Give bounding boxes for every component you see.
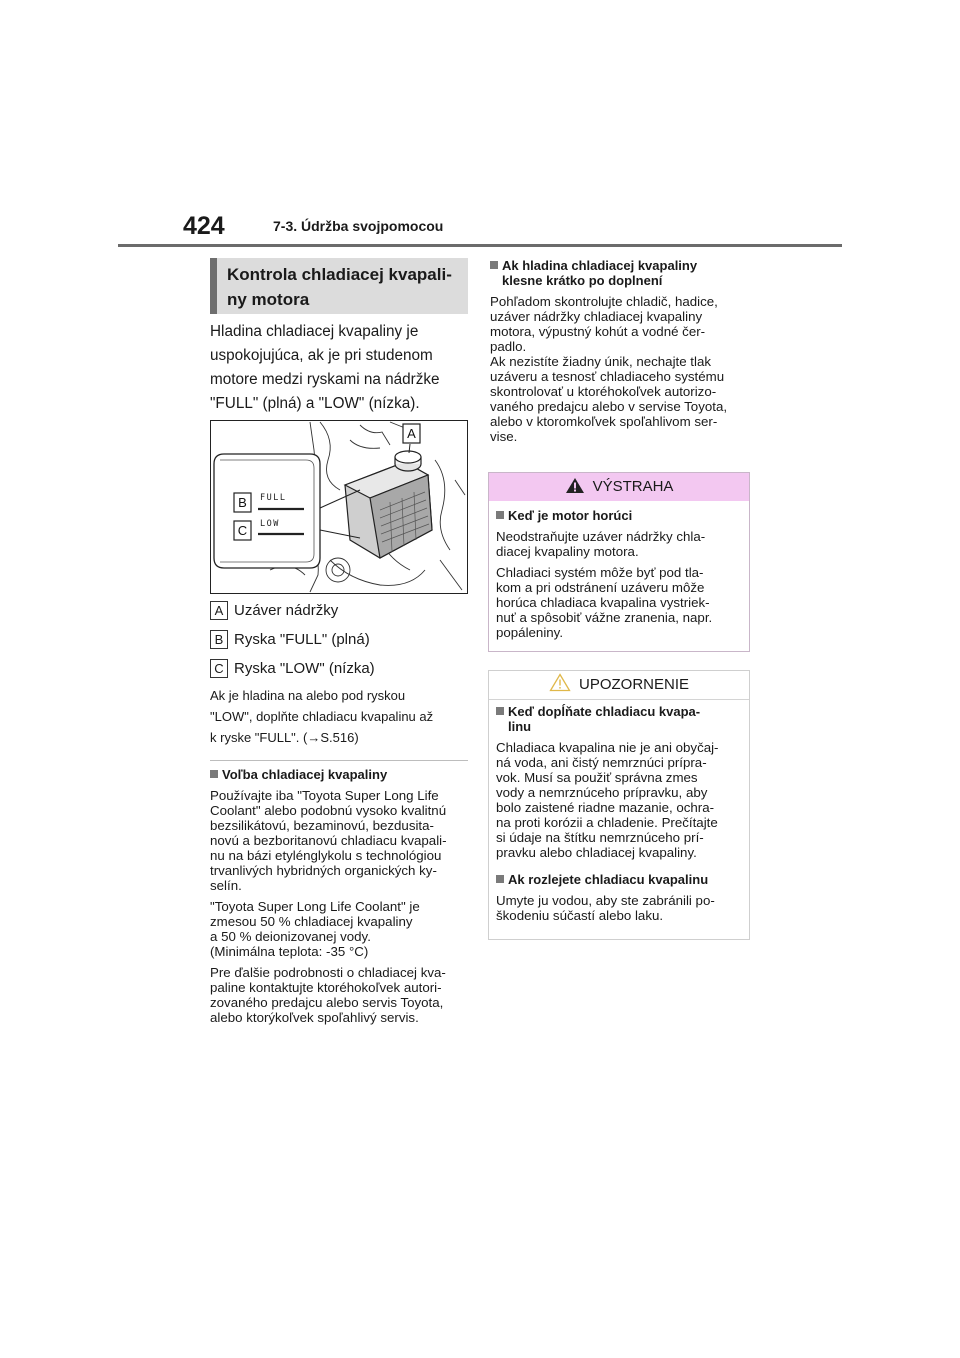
bullet-square-icon bbox=[496, 511, 504, 519]
low-text: LOW bbox=[260, 519, 280, 529]
section-heading-line-1: Kontrola chladiacej kvapali- bbox=[227, 265, 452, 284]
caution-title: UPOZORNENIE bbox=[578, 676, 689, 693]
warning-title-row bbox=[489, 473, 749, 501]
refill-note bbox=[210, 685, 472, 748]
note-line: "LOW", doplňte chladiacu kvapalinu až bbox=[210, 709, 434, 724]
bullet-square-icon bbox=[496, 707, 504, 715]
intro-line: motore medzi ryskami na nádržke bbox=[210, 371, 440, 388]
coolant-choice-para-3: Pre ďalšie podrobnosti o chladiacej kva- paline kontaktujte ktoréhokoľvek autori- zovaného predajcu alebo servis Toyota, alebo ktorýkoľvek spoľahlivý servis. bbox=[210, 965, 446, 1025]
warning-title: VÝSTRAHA bbox=[592, 478, 674, 495]
section-heading bbox=[210, 258, 468, 314]
warning-subtitle: Keď je motor horúci bbox=[496, 508, 746, 523]
caution-subtitle-2: Ak rozlejete chladiacu kvapalinu bbox=[496, 872, 746, 887]
warning-para-2: Chladiaci systém môže byť pod tla- kom a pri odstránení uzáveru môže horúca chladiaca kvapalina vystriek- nuť a spôsobiť vážne zranenia, napr. popáleniny. bbox=[496, 565, 713, 640]
full-text: FULL bbox=[260, 493, 287, 503]
legend-text: Ryska "LOW" (nízka) bbox=[234, 660, 375, 677]
bullet-square-icon bbox=[210, 770, 218, 778]
legend-text: Ryska "FULL" (plná) bbox=[234, 631, 370, 648]
caution-subtitle-1: Keď dopĺňate chladiacu kvapa- linu bbox=[496, 704, 746, 734]
legend-tag: B bbox=[210, 630, 228, 649]
bullet-square-icon bbox=[490, 261, 498, 269]
note-line: k ryske "FULL". (→S.516) bbox=[210, 730, 359, 745]
legend-item-a bbox=[210, 601, 472, 621]
section-title: 7-3. Údržba svojpomocou bbox=[273, 218, 444, 234]
intro-line: Hladina chladiacej kvapaliny je bbox=[210, 323, 419, 340]
note-line: Ak je hladina na alebo pod ryskou bbox=[210, 688, 406, 703]
warning-content bbox=[496, 508, 746, 640]
level-drop-title: Ak hladina chladiacej kvapaliny klesne krátko po doplnení bbox=[490, 258, 752, 288]
coolant-choice-para-1: Používajte iba "Toyota Super Long Life Coolant" alebo podobnú vysoko kvalitnú bezsilikátovú, bezaminovú, bezdusita- novú a bezboritanovú chladiacu kvapali- nu na bázi etylénglykolu s technológiou trvanlivých hybridných organických ky- selín. bbox=[210, 788, 447, 893]
caution-para-2: Umyte ju vodou, aby ste zabránili po- škodeniu súčastí alebo laku. bbox=[496, 893, 715, 923]
bullet-square-icon bbox=[496, 875, 504, 883]
legend-tag: C bbox=[210, 659, 228, 678]
warning-para-1: Neodstraňujte uzáver nádržky chla- diacej kvapaliny motora. bbox=[496, 529, 706, 559]
figure-label-b: B bbox=[238, 495, 247, 510]
caution-triangle-icon bbox=[549, 673, 571, 692]
legend-tag: A bbox=[210, 601, 228, 620]
coolant-choice-section bbox=[210, 767, 472, 1025]
page-number: 424 bbox=[183, 212, 225, 240]
caution-content bbox=[496, 704, 746, 923]
intro-line: "FULL" (plná) a "LOW" (nízka). bbox=[210, 395, 420, 412]
coolant-reservoir-illustration bbox=[210, 420, 468, 594]
level-drop-body: Pohľadom skontrolujte chladič, hadice, uzáver nádržky chladiacej kvapaliny motora, výpustný kohút a vodné čer- padlo. Ak nezistíte žiadny únik, nechajte tlak uzáveru a tesnosť chladiaceho systému skontrolovať u ktoréhokoľvek autorizo- vaného predajcu alebo v servise Toyota, alebo v ktoromkoľvek spoľahlivom ser- vise. bbox=[490, 294, 728, 444]
intro-line: uspokojujúca, ak je pri studenom bbox=[210, 347, 433, 364]
legend-item-c bbox=[210, 659, 472, 679]
warning-header bbox=[489, 473, 749, 501]
legend-text: Uzáver nádržky bbox=[234, 602, 339, 619]
reservoir-cap bbox=[395, 451, 421, 471]
divider bbox=[210, 760, 468, 761]
level-drop-section bbox=[490, 258, 752, 444]
caution-header bbox=[489, 671, 749, 700]
figure-label-c: C bbox=[237, 523, 248, 538]
intro-paragraph bbox=[210, 320, 472, 416]
coolant-choice-title: Voľba chladiacej kvapaliny bbox=[210, 767, 472, 782]
section-heading-line-2: ny motora bbox=[227, 290, 310, 309]
level-marks-inset bbox=[214, 454, 320, 568]
figure-label-a: A bbox=[407, 426, 416, 441]
caution-title-row bbox=[489, 671, 749, 699]
coolant-choice-para-2: "Toyota Super Long Life Coolant" je zmesou 50 % chladiacej kvapaliny a 50 % deionizovanej vody. (Minimálna teplota: -35 °C) bbox=[210, 899, 420, 959]
header-rule bbox=[118, 244, 842, 247]
warning-triangle-icon bbox=[565, 477, 585, 494]
caution-para-1: Chladiaca kvapalina nie je ani obyčaj- ná voda, ani čistý nemrznúci prípra- vok. Musí sa použiť správna zmes vody a nemrznúceho prípravku, aby bolo zaistené riadne mazanie, ochra- na proti korózii a chladenie. Prečítajte si údaje na štítku nemrznúceho prí- pravku alebo chladiacej kvapaliny. bbox=[496, 740, 719, 860]
legend-item-b bbox=[210, 630, 472, 650]
